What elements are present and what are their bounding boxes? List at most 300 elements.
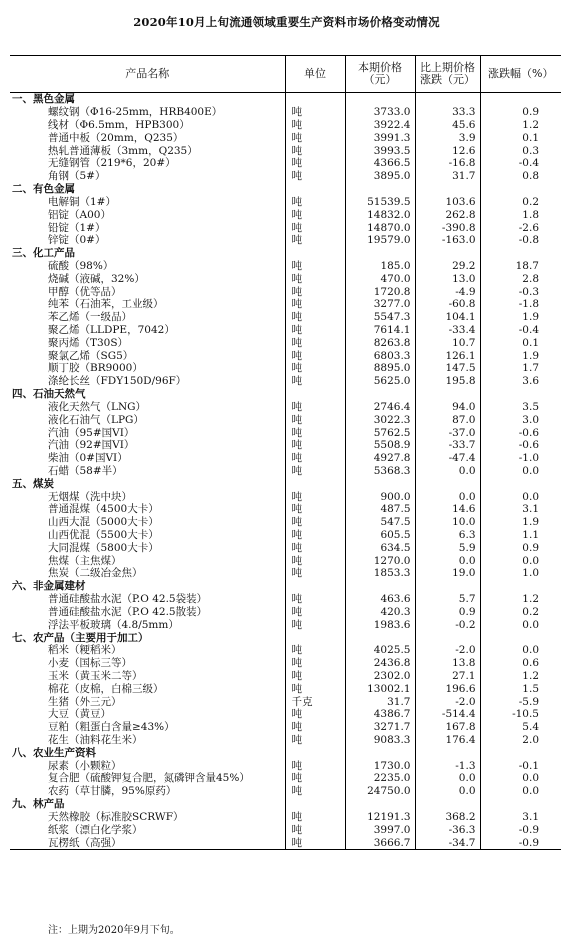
price-change-cell: 0.9 — [415, 606, 480, 619]
change-rate-cell: 0.2 — [480, 196, 561, 209]
change-rate-cell: 3.1 — [480, 503, 561, 516]
change-rate-cell: -0.6 — [480, 439, 561, 452]
table-row — [10, 567, 561, 580]
current-price-cell: 1720.8 — [345, 285, 415, 298]
product-name-cell: 无烟煤（洗中块） — [48, 490, 132, 503]
category-row — [10, 93, 561, 106]
price-change-cell: 5.9 — [415, 541, 480, 554]
current-price-cell: 31.7 — [345, 695, 415, 708]
category-row — [10, 631, 561, 644]
current-price-cell: 12191.3 — [345, 811, 415, 824]
current-price-cell: 420.3 — [345, 606, 415, 619]
product-name-cell: 山西优混（5500大卡） — [48, 529, 159, 542]
change-rate-cell: 18.7 — [480, 260, 561, 273]
current-price-cell: 2302.0 — [345, 670, 415, 683]
table-row — [10, 413, 561, 426]
price-change-cell — [415, 580, 480, 593]
change-rate-cell: 1.7 — [480, 362, 561, 375]
price-change-cell: 5.7 — [415, 593, 480, 606]
unit-cell: 吨 — [285, 131, 345, 144]
change-rate-cell: -0.9 — [480, 823, 561, 836]
table-row — [10, 336, 561, 349]
table-row — [10, 670, 561, 683]
current-price-cell: 3733.0 — [345, 106, 415, 119]
unit-cell: 千克 — [285, 695, 345, 708]
table-row — [10, 234, 561, 247]
table-row — [10, 157, 561, 170]
price-change-cell: -60.8 — [415, 298, 480, 311]
current-price-cell: 547.5 — [345, 516, 415, 529]
current-price-cell: 3022.3 — [345, 413, 415, 426]
price-change-cell — [415, 93, 480, 106]
change-rate-cell: 0.0 — [480, 785, 561, 798]
price-change-cell — [415, 798, 480, 811]
price-change-cell: 0.0 — [415, 554, 480, 567]
product-name-cell: 石蜡（58#半） — [48, 464, 123, 477]
price-change-cell: 0.0 — [415, 490, 480, 503]
unit-cell: 吨 — [285, 759, 345, 772]
unit-cell: 吨 — [285, 119, 345, 132]
unit-cell: 吨 — [285, 234, 345, 247]
current-price-cell: 463.6 — [345, 593, 415, 606]
header-price-change: 比上期价格涨跌（元） — [415, 56, 480, 93]
unit-cell: 吨 — [285, 785, 345, 798]
product-name-cell: 液化天然气（LNG） — [48, 400, 147, 413]
product-name-cell: 尿素（小颗粒） — [48, 759, 122, 772]
current-price-cell: 185.0 — [345, 260, 415, 273]
product-name-cell: 甲醇（优等品） — [48, 285, 122, 298]
table-row — [10, 759, 561, 772]
category-name-cell: 九、林产品 — [12, 798, 65, 811]
table-row — [10, 131, 561, 144]
table-row — [10, 682, 561, 695]
product-name-cell: 小麦（国标三等） — [48, 657, 132, 670]
table-row — [10, 516, 561, 529]
table-row — [10, 106, 561, 119]
price-change-cell: -4.9 — [415, 285, 480, 298]
product-name-cell: 柴油（0#国VI） — [48, 452, 128, 465]
unit-cell: 吨 — [285, 311, 345, 324]
current-price-cell: 3271.7 — [345, 721, 415, 734]
category-row — [10, 477, 561, 490]
product-name-cell: 螺纹钢（Φ16-25mm，HRB400E） — [48, 106, 223, 119]
product-name-cell: 铅锭（1#） — [48, 221, 106, 234]
change-rate-cell: -1.8 — [480, 298, 561, 311]
change-rate-cell: 1.9 — [480, 516, 561, 529]
current-price-cell: 470.0 — [345, 272, 415, 285]
page-title: 2020年10月上旬流通领域重要生产资料市场价格变动情况 — [133, 15, 440, 29]
change-rate-cell: -0.6 — [480, 426, 561, 439]
current-price-cell: 6803.3 — [345, 349, 415, 362]
unit-cell: 吨 — [285, 465, 345, 478]
price-change-cell: 19.0 — [415, 567, 480, 580]
table-row — [10, 170, 561, 183]
category-name-cell: 二、有色金属 — [12, 183, 75, 196]
unit-cell — [285, 580, 345, 593]
table-row — [10, 541, 561, 554]
change-rate-cell: 0.0 — [480, 644, 561, 657]
unit-cell — [285, 388, 345, 401]
category-name-cell: 三、化工产品 — [12, 247, 75, 260]
unit-cell — [285, 631, 345, 644]
current-price-cell: 1853.3 — [345, 567, 415, 580]
table-row — [10, 490, 561, 503]
product-name-cell: 汽油（95#国VI） — [48, 426, 135, 439]
change-rate-cell: 1.5 — [480, 682, 561, 695]
unit-cell: 吨 — [285, 490, 345, 503]
table-row — [10, 208, 561, 221]
product-name-cell: 苯乙烯（一级品） — [48, 311, 132, 324]
price-change-cell: 13.0 — [415, 272, 480, 285]
unit-cell: 吨 — [285, 811, 345, 824]
change-rate-cell — [480, 580, 561, 593]
price-change-cell — [415, 746, 480, 759]
current-price-cell — [345, 580, 415, 593]
header-product-name: 产品名称 — [10, 56, 285, 93]
change-rate-cell: -0.3 — [480, 285, 561, 298]
unit-cell: 吨 — [285, 298, 345, 311]
unit-cell: 吨 — [285, 375, 345, 388]
table-row — [10, 260, 561, 273]
price-change-cell: 94.0 — [415, 401, 480, 414]
change-rate-cell: 1.2 — [480, 670, 561, 683]
category-name-cell: 八、农业生产资料 — [12, 746, 96, 759]
current-price-cell: 3991.3 — [345, 131, 415, 144]
unit-cell: 吨 — [285, 106, 345, 119]
product-name-cell: 锌锭（0#） — [48, 234, 106, 247]
product-name-cell: 焦煤（主焦煤） — [48, 554, 122, 567]
product-name-cell: 纯苯（石油苯，工业级） — [48, 298, 164, 311]
change-rate-cell: 0.0 — [480, 772, 561, 785]
current-price-cell: 9083.3 — [345, 734, 415, 747]
product-name-cell: 稻米（粳稻米） — [48, 644, 122, 657]
unit-cell: 吨 — [285, 708, 345, 721]
table-row — [10, 618, 561, 631]
unit-cell: 吨 — [285, 657, 345, 670]
price-change-cell: 6.3 — [415, 529, 480, 542]
price-change-cell: 262.8 — [415, 208, 480, 221]
unit-cell: 吨 — [285, 439, 345, 452]
category-row — [10, 388, 561, 401]
product-name-cell: 线材（Φ6.5mm，HPB300） — [48, 119, 190, 132]
category-name-cell: 四、石油天然气 — [12, 388, 86, 401]
change-rate-cell: -10.5 — [480, 708, 561, 721]
price-change-cell: -47.4 — [415, 452, 480, 465]
header-unit: 单位 — [285, 56, 345, 93]
current-price-cell: 19579.0 — [345, 234, 415, 247]
price-change-cell: -0.2 — [415, 618, 480, 631]
table-header — [10, 56, 561, 93]
product-name-cell: 聚丙烯（T30S） — [48, 336, 129, 349]
current-price-cell: 605.5 — [345, 529, 415, 542]
current-price-cell: 1983.6 — [345, 618, 415, 631]
price-change-cell — [415, 388, 480, 401]
current-price-cell: 14870.0 — [345, 221, 415, 234]
product-name-cell: 豆粕（粗蛋白含量≥43%） — [48, 721, 175, 734]
price-change-cell: -2.0 — [415, 644, 480, 657]
change-rate-cell: 1.2 — [480, 593, 561, 606]
current-price-cell: 8263.8 — [345, 336, 415, 349]
unit-cell: 吨 — [285, 157, 345, 170]
current-price-cell: 3895.0 — [345, 170, 415, 183]
price-change-cell: -37.0 — [415, 426, 480, 439]
category-name-cell: 六、非金属建材 — [12, 580, 86, 593]
table-row — [10, 772, 561, 785]
unit-cell: 吨 — [285, 567, 345, 580]
category-row — [10, 247, 561, 260]
product-name-cell: 汽油（92#国VI） — [48, 439, 135, 452]
unit-cell — [285, 477, 345, 490]
table-row — [10, 644, 561, 657]
table-row — [10, 734, 561, 747]
product-name-cell: 烧碱（液碱，32%） — [48, 272, 145, 285]
product-name-cell: 热轧普通薄板（3mm，Q235） — [48, 144, 198, 157]
table-row — [10, 349, 561, 362]
current-price-cell: 5547.3 — [345, 311, 415, 324]
price-change-cell: 126.1 — [415, 349, 480, 362]
unit-cell: 吨 — [285, 529, 345, 542]
change-rate-cell: 5.4 — [480, 721, 561, 734]
price-change-cell: -390.8 — [415, 221, 480, 234]
current-price-cell: 8895.0 — [345, 362, 415, 375]
change-rate-cell: 3.1 — [480, 811, 561, 824]
unit-cell: 吨 — [285, 324, 345, 337]
product-name-cell: 普通中板（20mm，Q235） — [48, 131, 184, 144]
table-row — [10, 452, 561, 465]
price-change-cell: 10.7 — [415, 336, 480, 349]
price-change-cell — [415, 183, 480, 196]
price-change-cell: 167.8 — [415, 721, 480, 734]
product-name-cell: 焦炭（二级冶金焦） — [48, 567, 143, 580]
unit-cell: 吨 — [285, 208, 345, 221]
product-name-cell: 聚乙烯（LLDPE，7042） — [48, 324, 175, 337]
current-price-cell: 14832.0 — [345, 208, 415, 221]
price-change-cell — [415, 477, 480, 490]
price-change-cell: -33.4 — [415, 324, 480, 337]
table-row — [10, 426, 561, 439]
unit-cell — [285, 746, 345, 759]
table-row — [10, 221, 561, 234]
current-price-cell: 2235.0 — [345, 772, 415, 785]
change-rate-cell: 3.5 — [480, 401, 561, 414]
current-price-cell: 24750.0 — [345, 785, 415, 798]
change-rate-cell: -2.6 — [480, 221, 561, 234]
change-rate-cell: 0.0 — [480, 490, 561, 503]
product-name-cell: 天然橡胶（标准胶SCRWF） — [48, 810, 184, 823]
unit-cell: 吨 — [285, 541, 345, 554]
product-name-cell: 无缝钢管（219*6，20#） — [48, 157, 176, 170]
current-price-cell: 1730.0 — [345, 759, 415, 772]
product-name-cell: 复合肥（硫酸钾复合肥，氮磷钾含量45%） — [48, 772, 250, 785]
table-row — [10, 593, 561, 606]
change-rate-cell: -1.0 — [480, 452, 561, 465]
product-name-cell: 浮法平板玻璃（4.8/5mm） — [48, 618, 179, 631]
change-rate-cell — [480, 746, 561, 759]
change-rate-cell — [480, 93, 561, 106]
category-row — [10, 580, 561, 593]
change-rate-cell — [480, 798, 561, 811]
price-change-cell: 195.8 — [415, 375, 480, 388]
price-change-cell: 10.0 — [415, 516, 480, 529]
change-rate-cell: 0.1 — [480, 336, 561, 349]
product-name-cell: 大同混煤（5800大卡） — [48, 541, 159, 554]
table-row — [10, 785, 561, 798]
current-price-cell — [345, 93, 415, 106]
current-price-cell: 13002.1 — [345, 682, 415, 695]
product-name-cell: 硫酸（98%） — [48, 259, 114, 272]
price-change-cell: 104.1 — [415, 311, 480, 324]
current-price-cell: 4366.5 — [345, 157, 415, 170]
unit-cell: 吨 — [285, 554, 345, 567]
product-name-cell: 普通硅酸盐水泥（P.O 42.5袋装） — [48, 593, 208, 606]
current-price-cell: 5368.3 — [345, 465, 415, 478]
product-name-cell: 角钢（5#） — [48, 170, 106, 183]
price-change-cell: 29.2 — [415, 260, 480, 273]
price-change-cell: -514.4 — [415, 708, 480, 721]
current-price-cell — [345, 247, 415, 260]
change-rate-cell: -0.4 — [480, 157, 561, 170]
price-change-cell: 368.2 — [415, 811, 480, 824]
table-row — [10, 362, 561, 375]
unit-cell: 吨 — [285, 272, 345, 285]
change-rate-cell: 0.1 — [480, 131, 561, 144]
price-change-cell: -36.3 — [415, 823, 480, 836]
change-rate-cell: 1.2 — [480, 119, 561, 132]
current-price-cell: 3277.0 — [345, 298, 415, 311]
product-name-cell: 涤纶长丝（FDY150D/96F） — [48, 375, 187, 388]
current-price-cell: 4025.5 — [345, 644, 415, 657]
unit-cell: 吨 — [285, 503, 345, 516]
change-rate-cell: -0.4 — [480, 324, 561, 337]
current-price-cell: 634.5 — [345, 541, 415, 554]
unit-cell: 吨 — [285, 426, 345, 439]
change-rate-cell — [480, 631, 561, 644]
change-rate-cell — [480, 247, 561, 260]
price-change-cell: 0.0 — [415, 772, 480, 785]
product-name-cell: 电解铜（1#） — [48, 195, 116, 208]
product-name-cell: 棉花（皮棉，白棉三级） — [48, 682, 164, 695]
current-price-cell — [345, 477, 415, 490]
unit-cell — [285, 93, 345, 106]
product-name-cell: 普通硅酸盐水泥（P.O 42.5散装） — [48, 605, 208, 618]
unit-cell: 吨 — [285, 336, 345, 349]
change-rate-cell: 1.1 — [480, 529, 561, 542]
change-rate-cell: -5.9 — [480, 695, 561, 708]
current-price-cell: 5508.9 — [345, 439, 415, 452]
price-change-cell: -34.7 — [415, 836, 480, 849]
price-change-cell: 0.0 — [415, 465, 480, 478]
unit-cell: 吨 — [285, 823, 345, 836]
current-price-cell — [345, 631, 415, 644]
table-row — [10, 708, 561, 721]
price-change-cell: 33.3 — [415, 106, 480, 119]
table-row — [10, 272, 561, 285]
current-price-cell: 4386.7 — [345, 708, 415, 721]
change-rate-cell — [480, 388, 561, 401]
price-change-cell: 147.5 — [415, 362, 480, 375]
unit-cell: 吨 — [285, 682, 345, 695]
unit-cell: 吨 — [285, 670, 345, 683]
unit-cell: 吨 — [285, 221, 345, 234]
table-row — [10, 144, 561, 157]
current-price-cell — [345, 388, 415, 401]
current-price-cell: 2746.4 — [345, 401, 415, 414]
unit-cell: 吨 — [285, 349, 345, 362]
change-rate-cell: 0.9 — [480, 106, 561, 119]
unit-cell: 吨 — [285, 170, 345, 183]
table-row — [10, 324, 561, 337]
change-rate-cell: 2.0 — [480, 734, 561, 747]
unit-cell: 吨 — [285, 260, 345, 273]
price-change-cell: 103.6 — [415, 196, 480, 209]
current-price-cell: 7614.1 — [345, 324, 415, 337]
table-row — [10, 401, 561, 414]
change-rate-cell: 1.9 — [480, 349, 561, 362]
change-rate-cell: 0.2 — [480, 606, 561, 619]
price-change-cell: -2.0 — [415, 695, 480, 708]
unit-cell: 吨 — [285, 606, 345, 619]
price-change-cell: 45.6 — [415, 119, 480, 132]
price-change-cell: -163.0 — [415, 234, 480, 247]
current-price-cell: 487.5 — [345, 503, 415, 516]
change-rate-cell: 1.9 — [480, 311, 561, 324]
product-name-cell: 铝锭（A00） — [48, 208, 111, 221]
price-change-cell — [415, 247, 480, 260]
table-row — [10, 285, 561, 298]
product-name-cell: 液化石油气（LPG） — [48, 413, 144, 426]
unit-cell — [285, 798, 345, 811]
change-rate-cell: 0.6 — [480, 657, 561, 670]
product-name-cell: 普通混煤（4500大卡） — [48, 503, 159, 516]
price-change-cell: 0.0 — [415, 785, 480, 798]
unit-cell: 吨 — [285, 144, 345, 157]
current-price-cell: 3666.7 — [345, 836, 415, 849]
unit-cell: 吨 — [285, 772, 345, 785]
unit-cell: 吨 — [285, 734, 345, 747]
current-price-cell — [345, 798, 415, 811]
current-price-cell: 3993.5 — [345, 144, 415, 157]
current-price-cell — [345, 183, 415, 196]
price-change-cell: 13.8 — [415, 657, 480, 670]
change-rate-cell: 0.3 — [480, 144, 561, 157]
price-change-cell — [415, 631, 480, 644]
table-row — [10, 196, 561, 209]
current-price-cell: 5762.5 — [345, 426, 415, 439]
price-change-cell: 27.1 — [415, 670, 480, 683]
change-rate-cell: -0.8 — [480, 234, 561, 247]
current-price-cell: 1270.0 — [345, 554, 415, 567]
change-rate-cell: 1.8 — [480, 208, 561, 221]
change-rate-cell: 0.0 — [480, 554, 561, 567]
table-row — [10, 695, 561, 708]
table-row — [10, 721, 561, 734]
change-rate-cell: 1.0 — [480, 567, 561, 580]
current-price-cell — [345, 746, 415, 759]
change-rate-cell: -0.1 — [480, 759, 561, 772]
price-change-cell: 87.0 — [415, 413, 480, 426]
price-change-cell: 31.7 — [415, 170, 480, 183]
table-body — [10, 93, 561, 850]
change-rate-cell: 0.9 — [480, 541, 561, 554]
table-row — [10, 503, 561, 516]
table-row — [10, 311, 561, 324]
table-row — [10, 119, 561, 132]
product-name-cell: 山西大混（5000大卡） — [48, 516, 159, 529]
header-current-price: 本期价格（元） — [345, 56, 415, 93]
unit-cell — [285, 183, 345, 196]
unit-cell: 吨 — [285, 516, 345, 529]
unit-cell: 吨 — [285, 644, 345, 657]
